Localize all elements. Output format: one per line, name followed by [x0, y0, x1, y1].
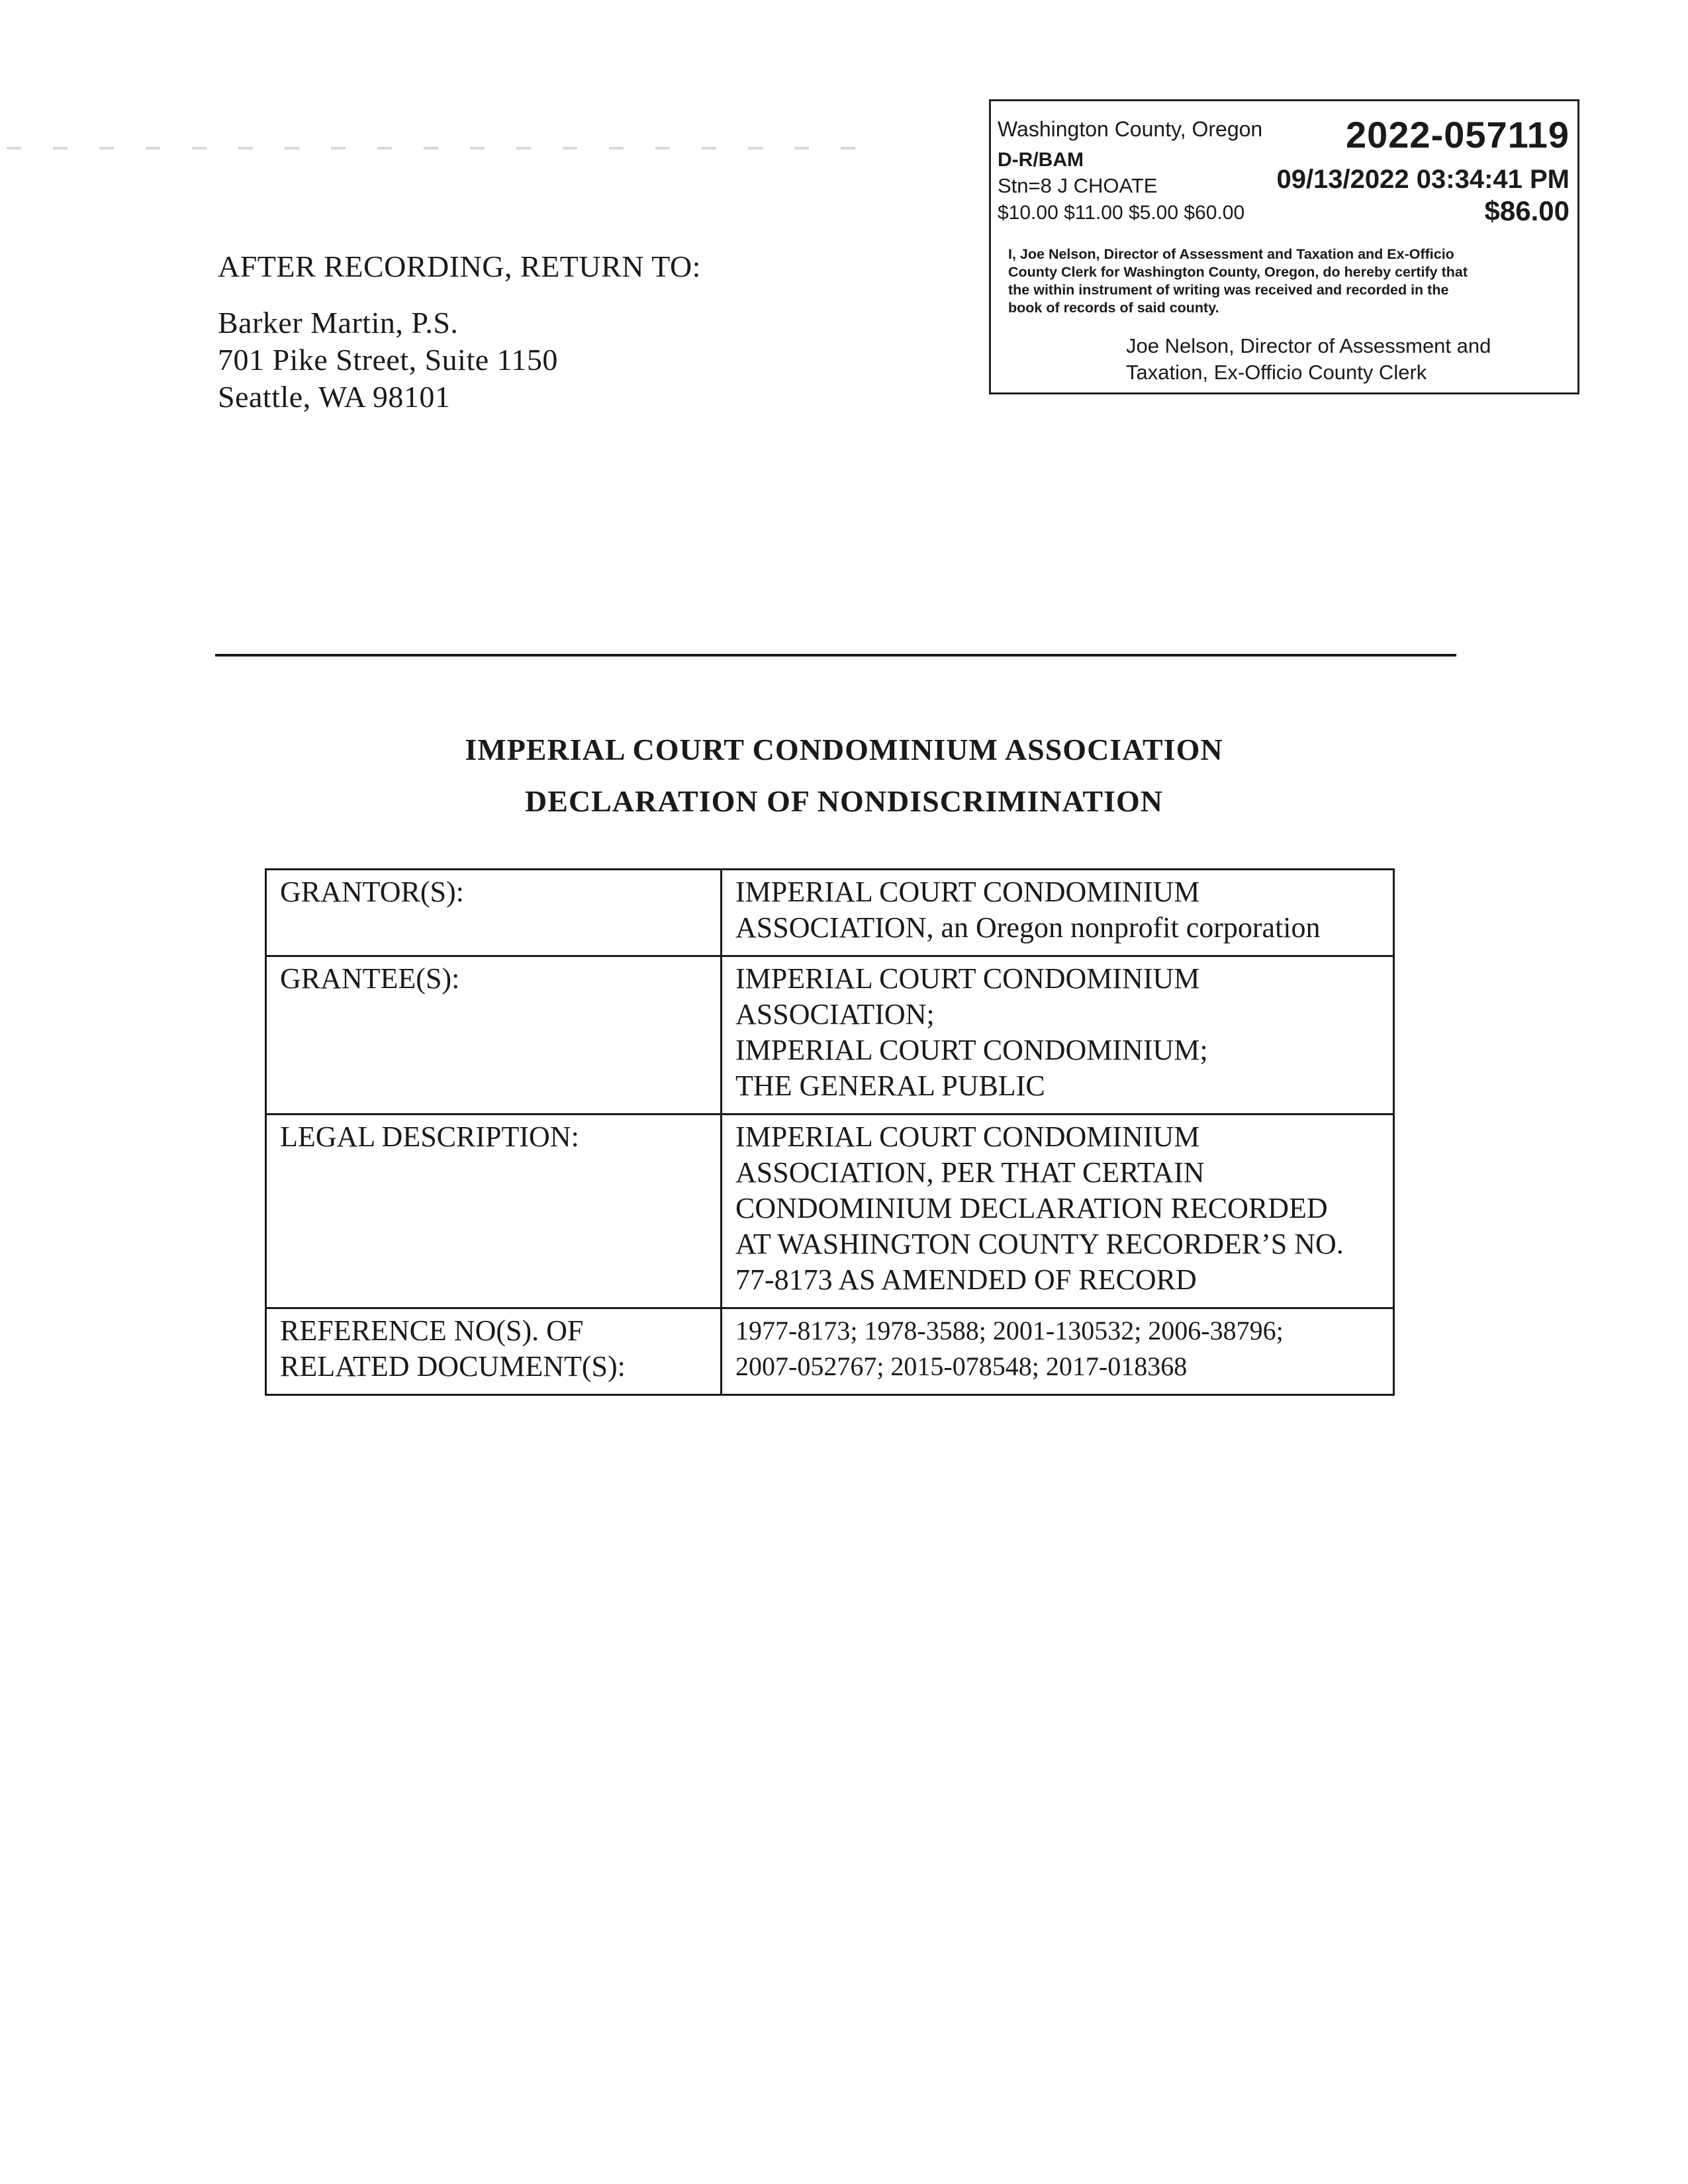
- recording-datetime: 09/13/2022 03:34:41 PM: [1276, 165, 1570, 194]
- horizontal-rule: [215, 654, 1456, 657]
- address-line: Seattle, WA 98101: [218, 380, 451, 414]
- table-row: [266, 870, 1394, 956]
- value-line: 1977-8173; 1978-3588; 2001-130532; 2006-38796;: [735, 1316, 1284, 1345]
- value-line: THE GENERAL PUBLIC: [735, 1069, 1045, 1102]
- document-subtitle: DECLARATION OF NONDISCRIMINATION: [525, 784, 1163, 818]
- table-row: [266, 1308, 1394, 1395]
- stamp-county: Washington County, Oregon: [998, 117, 1263, 141]
- label-line: GRANTEE(S):: [280, 962, 460, 995]
- table-row: [266, 956, 1394, 1115]
- stamp-signer: [1126, 333, 1563, 386]
- stamp-code: D-R/BAM: [998, 149, 1084, 171]
- address-line: Barker Martin, P.S.: [218, 306, 459, 340]
- certification-line: the within instrument of writing was received and recorded in the: [1008, 282, 1449, 298]
- label-line: RELATED DOCUMENT(S):: [280, 1350, 626, 1383]
- scan-artifact: [7, 147, 887, 150]
- certification-text: [1008, 246, 1558, 317]
- value-line: 2007-052767; 2015-078548; 2017-018368: [735, 1351, 1188, 1381]
- recording-info-table: [265, 868, 1395, 1396]
- address-line: 701 Pike Street, Suite 1150: [218, 343, 558, 377]
- row-value: [722, 870, 1394, 956]
- document-title: IMPERIAL COURT CONDOMINIUM ASSOCIATION: [465, 733, 1223, 766]
- table-row: [266, 1115, 1394, 1308]
- value-line: ASSOCIATION, an Oregon nonprofit corporation: [735, 911, 1321, 944]
- stamp-station: Stn=8 J CHOATE: [998, 174, 1158, 197]
- row-label: [266, 1308, 722, 1395]
- document-number: 2022-057119: [1345, 114, 1570, 156]
- return-to-heading: AFTER RECORDING, RETURN TO:: [218, 250, 701, 283]
- value-line: ASSOCIATION;: [735, 998, 935, 1030]
- label-line: LEGAL DESCRIPTION:: [280, 1120, 579, 1153]
- value-line: ASSOCIATION, PER THAT CERTAIN: [735, 1156, 1205, 1189]
- return-address: [218, 304, 558, 416]
- certification-line: County Clerk for Washington County, Oregon, do hereby certify that: [1008, 264, 1468, 280]
- value-line: IMPERIAL COURT CONDOMINIUM;: [735, 1034, 1208, 1066]
- row-label: [266, 870, 722, 956]
- value-line: IMPERIAL COURT CONDOMINIUM: [735, 1120, 1200, 1153]
- label-line: GRANTOR(S):: [280, 876, 464, 908]
- value-line: IMPERIAL COURT CONDOMINIUM: [735, 962, 1200, 995]
- certification-line: I, Joe Nelson, Director of Assessment and Taxation and Ex-Officio: [1008, 246, 1454, 262]
- row-value: [722, 1115, 1394, 1308]
- recording-stamp: [989, 99, 1579, 394]
- row-label: [266, 1115, 722, 1308]
- signer-line: Joe Nelson, Director of Assessment and: [1126, 334, 1491, 357]
- row-value: [722, 956, 1394, 1115]
- certification-line: book of records of said county.: [1008, 300, 1219, 316]
- stamp-fees: $10.00 $11.00 $5.00 $60.00: [998, 202, 1245, 224]
- value-line: AT WASHINGTON COUNTY RECORDER’S NO.: [735, 1228, 1344, 1260]
- value-line: CONDOMINIUM DECLARATION RECORDED: [735, 1192, 1328, 1224]
- signer-line: Taxation, Ex-Officio County Clerk: [1126, 361, 1427, 384]
- stamp-total: $86.00: [1484, 195, 1570, 226]
- value-line: 77-8173 AS AMENDED OF RECORD: [735, 1263, 1197, 1296]
- row-value: [722, 1308, 1394, 1395]
- label-line: REFERENCE NO(S). OF: [280, 1314, 584, 1347]
- row-label: [266, 956, 722, 1115]
- value-line: IMPERIAL COURT CONDOMINIUM: [735, 876, 1200, 908]
